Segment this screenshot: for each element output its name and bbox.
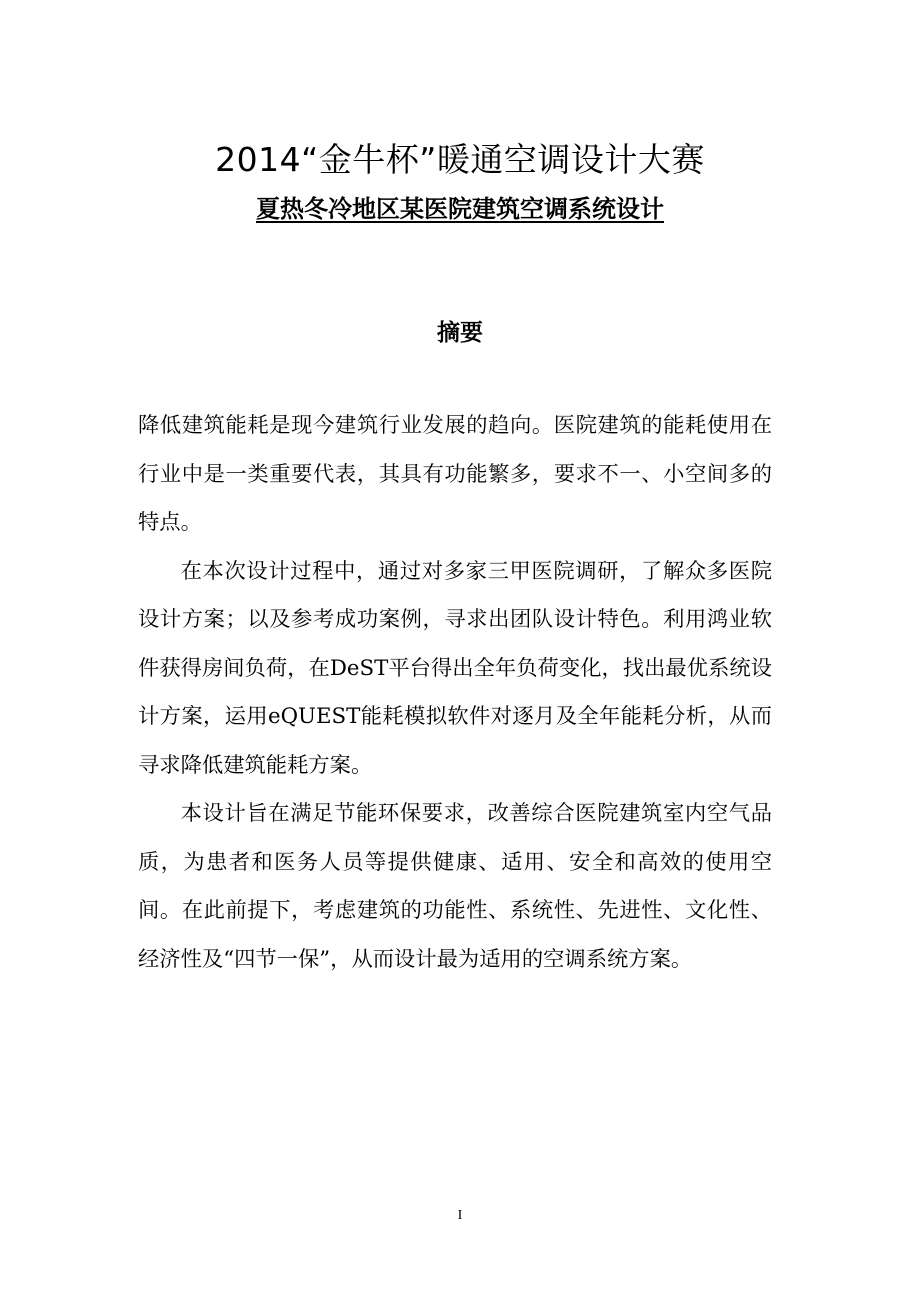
document-title: 2014“金牛杯”暖通空调设计大赛 [215,140,705,179]
abstract-paragraph-1: 降低建筑能耗是现今建筑行业发展的趋向。医院建筑的能耗使用在行业中是一类重要代表，其具有功能繁多，要求不一、小空间多的特点。 [138,413,772,535]
document-subtitle [0,192,920,226]
abstract-paragraph-2: 在本次设计过程中，通过对多家三甲医院调研，了解众多医院设计方案；以及参考成功案例，寻求出团队设计特色。利用鸿业软件获得房间负荷，在DeST平台得出全年负荷变化，找出最优系统设计方案，运用eQUEST能耗模拟软件对逐月及全年能耗分析，从而寻求降低建筑能耗方案。 [138,558,772,778]
page-number: I [457,1208,463,1223]
abstract-paragraph-3: 本设计旨在满足节能环保要求，改善综合医院建筑室内空气品质，为患者和医务人员等提供健康、适用、安全和高效的使用空间。在此前提下，考虑建筑的功能性、系统性、先进性、文化性、经济性及“四节一保”，从而设计最为适用的空调系统方案。 [138,801,772,972]
abstract-heading: 摘要 [437,320,483,346]
abstract-body [138,402,772,984]
document-subtitle-text: 夏热冬冷地区某医院建筑空调系统设计 [256,195,664,223]
